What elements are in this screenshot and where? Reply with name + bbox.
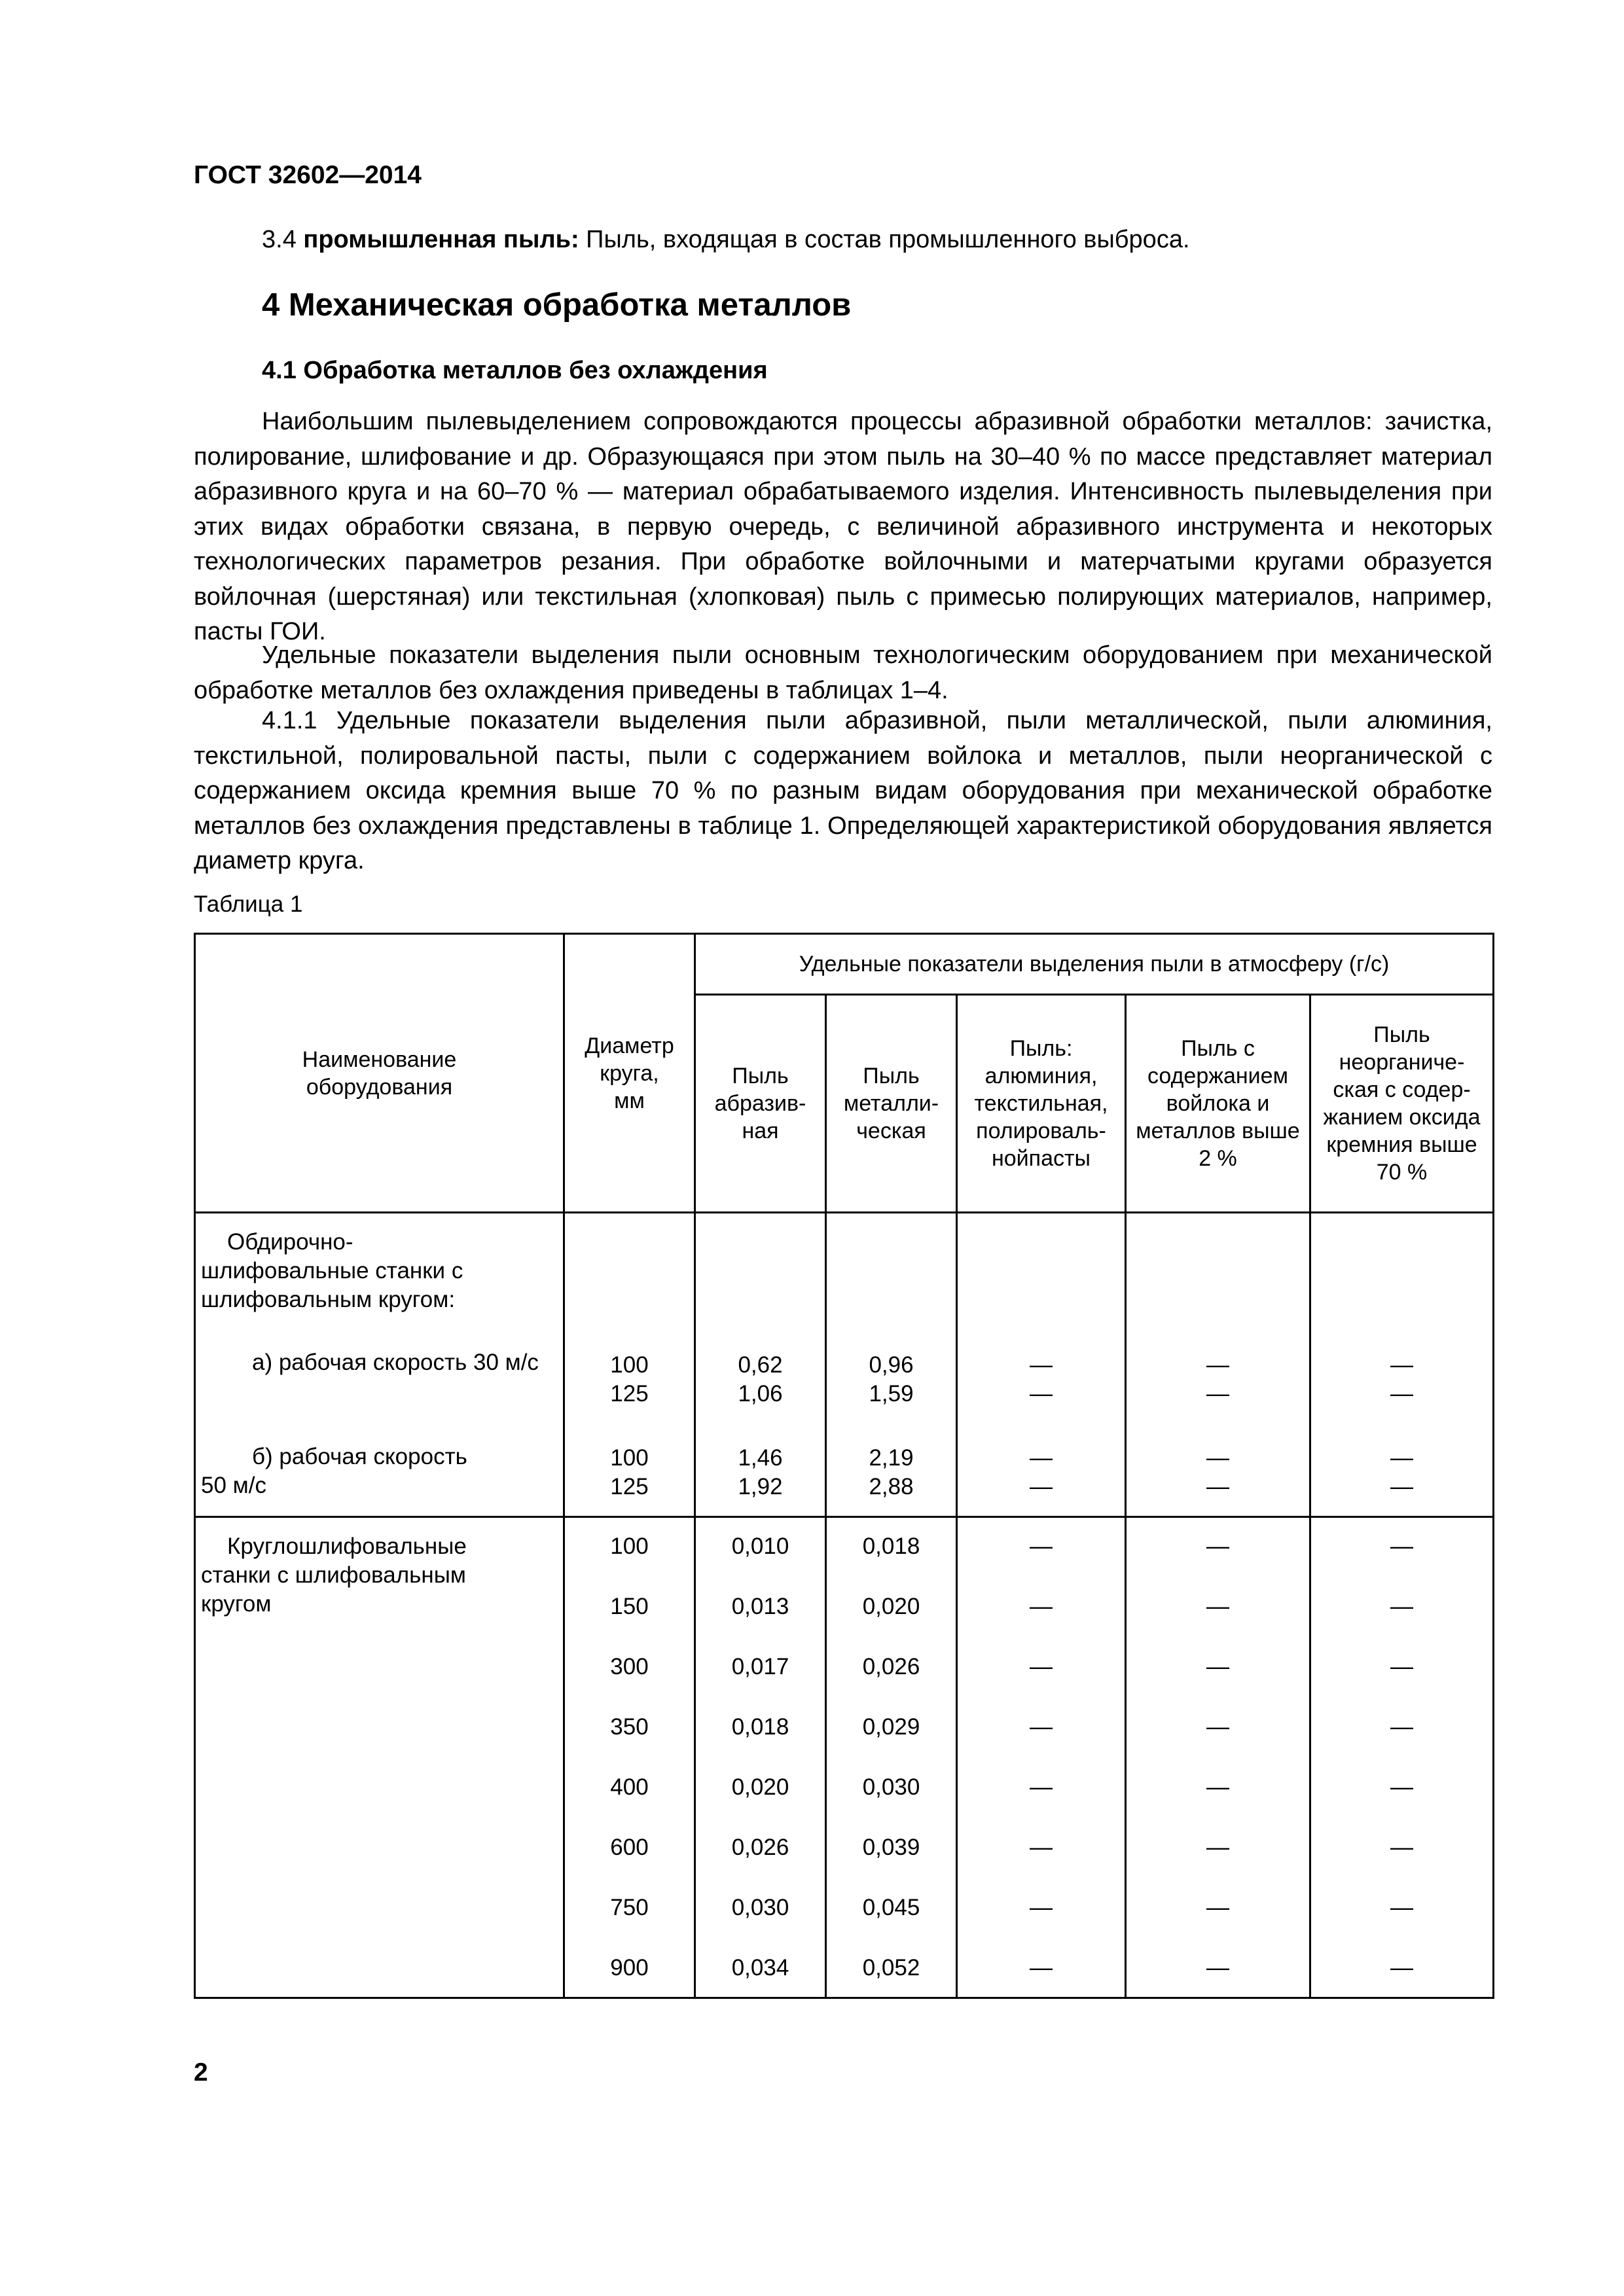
- cell: 300: [610, 1654, 649, 1679]
- cell: —: [1030, 1474, 1053, 1499]
- group1-diameter: [564, 1213, 695, 1517]
- cell: 0,026: [862, 1654, 920, 1679]
- cell: —: [1030, 1381, 1053, 1407]
- cell: —: [1390, 1474, 1414, 1499]
- group1-a-label: а) рабочая скорость 30 м/с: [252, 1350, 539, 1375]
- cell: —: [1206, 1654, 1229, 1679]
- cell: 100: [610, 1534, 649, 1559]
- cell: —: [1390, 1352, 1414, 1378]
- cell: 0,62: [738, 1352, 783, 1378]
- cell: —: [1206, 1352, 1229, 1378]
- cell: 150: [610, 1594, 649, 1619]
- cell: 750: [610, 1895, 649, 1920]
- cell: 0,020: [862, 1594, 920, 1619]
- paragraph-3: [194, 704, 1492, 879]
- header-silica: Пыль неорганиче-ская с содер-жанием оксида кремния выше 70 %: [1310, 995, 1494, 1213]
- cell: —: [1390, 1835, 1414, 1860]
- term-number: 3.4: [262, 226, 297, 253]
- paragraph-1-text: Наибольшим пылевыделением сопровождаются процессы абразивной обработки металлов: зачистка, полирование, шлифование и др. Образующаяся при этом пыль на 30–40 % по массе представляет материал абразивного круга и на 60–70 % — материал обрабатываемого изделия. Интенсивность пылевыделения при этих видах обработки связана, в первую очередь, с величиной абразивного инструмента и некоторых технологических параметров резания. При обработке войлочными и матерчатыми кругами образуется войлочная (шерстяная) или текстильная (хлопковая) пыль с примесью полирующих материалов, например, пасты ГОИ.: [194, 408, 1492, 645]
- cell: —: [1206, 1534, 1229, 1559]
- cell: 100: [610, 1445, 649, 1471]
- header-abrasive: Пыль абразив-ная: [695, 995, 826, 1213]
- cell: 0,017: [731, 1654, 789, 1679]
- paragraph-1: [194, 404, 1492, 650]
- cell: —: [1030, 1534, 1053, 1559]
- cell: 350: [610, 1714, 649, 1740]
- group2-aluminum: [957, 1517, 1126, 1998]
- cell: 2,19: [869, 1445, 914, 1471]
- cell: —: [1030, 1352, 1053, 1378]
- cell: 0,96: [869, 1352, 914, 1378]
- cell: 2,88: [869, 1474, 914, 1499]
- group2-felt: [1126, 1517, 1310, 1998]
- cell: 0,020: [731, 1774, 789, 1800]
- document-code: ГОСТ 32602—2014: [194, 161, 422, 189]
- cell: 0,013: [731, 1594, 789, 1619]
- cell: 0,018: [731, 1714, 789, 1740]
- cell: —: [1206, 1381, 1229, 1407]
- cell: 0,039: [862, 1835, 920, 1860]
- cell: 0,030: [862, 1774, 920, 1800]
- cell: —: [1390, 1774, 1414, 1800]
- cell: —: [1206, 1955, 1229, 1981]
- cell: 0,026: [731, 1835, 789, 1860]
- header-diameter: Диаметр круга, мм: [564, 934, 695, 1213]
- group2-name: Круглошлифовальные станки с шлифовальным кругом: [201, 1534, 467, 1617]
- cell: —: [1206, 1474, 1229, 1499]
- group1-silica: [1310, 1213, 1494, 1517]
- cell: —: [1030, 1714, 1053, 1740]
- cell: 100: [610, 1352, 649, 1378]
- table-row: [195, 1213, 1494, 1517]
- header-felt: Пыль с содержанием войлока и металлов выше 2 %: [1126, 995, 1310, 1213]
- cell: —: [1206, 1774, 1229, 1800]
- cell: —: [1390, 1534, 1414, 1559]
- cell: 900: [610, 1955, 649, 1981]
- cell: 1,59: [869, 1381, 914, 1407]
- cell: —: [1390, 1895, 1414, 1920]
- page-number: 2: [194, 2058, 208, 2087]
- group1-metallic: [826, 1213, 957, 1517]
- cell: 1,46: [738, 1445, 783, 1471]
- cell: 600: [610, 1835, 649, 1860]
- cell: 0,010: [731, 1534, 789, 1559]
- term-definition: [194, 223, 1492, 258]
- paragraph-2-text: Удельные показатели выделения пыли основным технологическим оборудованием при механической обработке металлов без охлаждения приведены в таблицах 1–4.: [194, 641, 1492, 704]
- paragraph-2: [194, 638, 1492, 708]
- group1-b-label: б) рабочая скорость 50 м/с: [201, 1444, 467, 1498]
- header-group: Удельные показатели выделения пыли в атмосферу (г/с): [695, 934, 1494, 995]
- table-caption: Таблица 1: [194, 891, 303, 917]
- cell: —: [1390, 1445, 1414, 1471]
- cell: 125: [610, 1474, 649, 1499]
- cell: —: [1030, 1835, 1053, 1860]
- subsection-title: 4.1 Обработка металлов без охлаждения: [262, 357, 768, 384]
- group2-abrasive: [695, 1517, 826, 1998]
- cell: —: [1206, 1714, 1229, 1740]
- cell: —: [1206, 1445, 1229, 1471]
- paragraph-3-text: 4.1.1 Удельные показатели выделения пыли абразивной, пыли металлической, пыли алюминия, текстильной, полировальной пасты, пыли с содержанием войлока и металлов, пыли неорганической с содержанием оксида кремния выше 70 % по разным видам оборудования при механической обработке металлов без охлаждения представлены в таблице 1. Определяющей характеристикой оборудования является диаметр круга.: [194, 707, 1492, 874]
- cell: —: [1030, 1594, 1053, 1619]
- cell: 0,045: [862, 1895, 920, 1920]
- cell: —: [1030, 1774, 1053, 1800]
- group2-metallic: [826, 1517, 957, 1998]
- cell: 1,06: [738, 1381, 783, 1407]
- cell: 0,018: [862, 1534, 920, 1559]
- header-aluminum: Пыль: алюминия, текстильная, полироваль-нойпасты: [957, 995, 1126, 1213]
- cell: —: [1030, 1955, 1053, 1981]
- cell: —: [1030, 1654, 1053, 1679]
- group1-aluminum: [957, 1213, 1126, 1517]
- cell: 0,029: [862, 1714, 920, 1740]
- cell: —: [1206, 1895, 1229, 1920]
- cell: —: [1390, 1955, 1414, 1981]
- group1-name: Обдирочно-шлифовальные станки с шлифовальным кругом:: [201, 1229, 463, 1312]
- section-title: 4 Механическая обработка металлов: [262, 287, 852, 323]
- cell: 0,034: [731, 1955, 789, 1981]
- header-metallic: Пыль металли-ческая: [826, 995, 957, 1213]
- cell: 0,052: [862, 1955, 920, 1981]
- table-row: [195, 1517, 1494, 1998]
- cell: —: [1030, 1445, 1053, 1471]
- cell: —: [1206, 1835, 1229, 1860]
- group2-diameter: [564, 1517, 695, 1998]
- data-table: [194, 933, 1494, 1999]
- cell: —: [1206, 1594, 1229, 1619]
- cell: —: [1390, 1594, 1414, 1619]
- cell: —: [1030, 1895, 1053, 1920]
- cell: —: [1390, 1654, 1414, 1679]
- group1-name-cell: [195, 1213, 564, 1517]
- cell: —: [1390, 1381, 1414, 1407]
- cell: —: [1390, 1714, 1414, 1740]
- term-name: промышленная пыль:: [303, 226, 579, 253]
- group1-felt: [1126, 1213, 1310, 1517]
- cell: 400: [610, 1774, 649, 1800]
- group2-name-cell: [195, 1517, 564, 1998]
- group2-silica: [1310, 1517, 1494, 1998]
- group1-abrasive: [695, 1213, 826, 1517]
- term-text: Пыль, входящая в состав промышленного выброса.: [586, 226, 1190, 253]
- header-equipment: Наименование оборудования: [195, 934, 564, 1213]
- cell: 125: [610, 1381, 649, 1407]
- cell: 0,030: [731, 1895, 789, 1920]
- cell: 1,92: [738, 1474, 783, 1499]
